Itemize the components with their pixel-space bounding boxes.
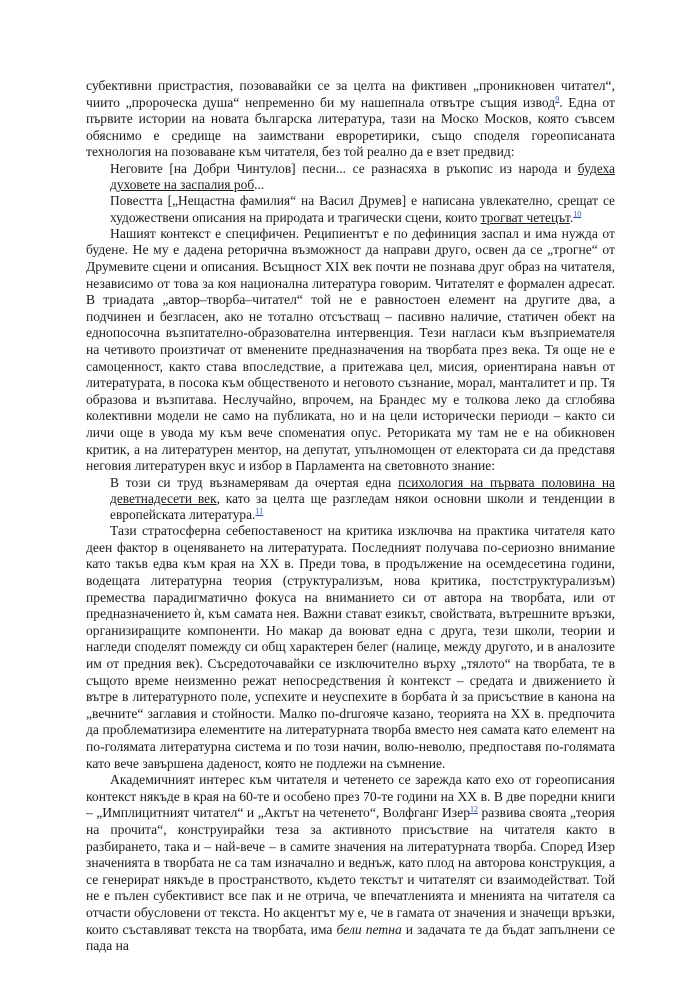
- paragraph-text: субективни пристрастия, позовавайки се за целта на фиктивен „проникновен читател“, чиито „пророческа душа“ непременно би му нашепнала отвътре същия извод: [86, 78, 615, 110]
- document-page: [86, 78, 615, 955]
- quote-text: Неговите [на Добри Чинтулов] песни... се разнасяха в ръкопис из народа и: [110, 160, 578, 176]
- paragraph-text: . Една от първите истории на новата българска литература, тази на Моско Москов, която съвсем обяснимо е средище на заимствани евроретирики, също споделя гореописаната технология на позоваване към читателя, без той реално да е взет предвид:: [86, 94, 615, 160]
- paragraph-3: Тази стратосферна себепоставеност на критика изключва на практика читателя като деен фактор в оценяването на литературата. Последният получава по-сериозно внимание като такъв едва към края на XX в. Преди това, в продължение на осемдесетина години, водещата литературна теория (структурализъм, нова критика, постструктурализъм) премества парадигматично фокуса на вниманието си от автора на творбата, или от предназначението ѝ, към самата нея. Важни стават езикът, свойствата, вътрешните връзки, организиращите компоненти. Но макар да воюват една с друга, тези школи, теории и нагледи споделят помежду си общ характерен белег (налице, между другото, и в аналозите им от предния век). Съсредоточавайки се изключително върху „тялото“ на творбата, те в същото време неизменно режат непосредствения ѝ контекст – средата и движението ѝ вътре в литературното поле, успехите и неуспехите в борбата ѝ за присъствие в канона на „вечните“ заглавия и стойности. Малко по-druгояче казано, теорията на XX в. предпочита да проблематизира елементите на литературната творба вместо нея самата като елемент на по-голямата литературна система и по този начин, волю-неволю, предпоставя по-голямата като вече завършена даденост, която не подлежи на съмнение.: [86, 523, 615, 771]
- quote-2: [110, 193, 615, 225]
- paragraph-text: Академичният интерес към читателя и четенето се зарежда като ехо от гореописания контекст някъде в края на 60-те и особено през 70-те години на XX в. В две поредни книги – „Имплицитният читател“ и „Актът на четенето“, Волфганг Изер: [86, 772, 615, 821]
- footnote-ref-10[interactable]: 10: [573, 209, 582, 219]
- quote-text: , като за целта ще разгледам някои основни школи и тенденции в европейската литература.: [110, 490, 615, 523]
- paragraph-text: развива своята „теория на прочита“, конструирайки теза за активното присъствие на читателя както в разбирането, така и – най-вече – в самите значения на литературната творба. Според Изер значенията в творбата не са там изначално и веднъж, като плод на авторова конструкция, а се генерират някъде в пространството, където текстът и читателят си взаимодействат. Той не е пълен субективист все пак и не отрича, че впечатленията и мненията на читателя са отчасти обусловени от текста. Но акцентът му е, че в гамата от значения и значещи връзки, които съставляват текста на творбата, има: [86, 805, 615, 937]
- paragraph-4: [86, 772, 615, 955]
- underlined-text: будеха духовете на заспалия роб: [110, 160, 615, 193]
- quote-text: .: [569, 209, 574, 225]
- footnote-ref-11[interactable]: 11: [255, 506, 264, 516]
- italic-text: бели петна: [336, 921, 402, 937]
- quote-1: [110, 161, 615, 193]
- quote-text: ...: [254, 177, 265, 193]
- paragraph-1: [86, 78, 615, 161]
- paragraph-2: Нашият контекст е специфичен. Реципиентът е по дефиниция заспал и има нужда от будене. Не му е дадена реторична възможност да направи друго, освен да се „трогне“ от Друмевите сцени и описания. Всъщност XIX век почти не познава друг образ на читателя, независимо от това за коя национална литература говорим. Читателят е формален адресат. В триадата „автор–творба–читател“ той не е равностоен елемент на другите два, а подчинен и безгласен, ако не тотално отсъстващ – пасивно наличие, статичен обект на еднопосочна възпитателно-образователна интервенция. Тези нагласи към възприемателя на четивото произтичат от вменените предназначения на творбата през века. Тя още не е самоценност, както става впоследствие, а притежава цел, мисия, ориентирана навън от литературата, в посока към общественото и неговото съзнание, морал, манталитет и пр. Тя образова и възпитава. Неслучайно, впрочем, на Брандес му е толкова леко да сглобява колективни модели не само на публиката, но и на цели исторически периоди – както си личи още в увода му към вече споменатия опус. Реториката му там не е на обикновен критик, а на литературен ментор, на депутат, упълномощен от електората си да представя неговия литературен вкус и избор в Парламента на световното знание:: [86, 225, 615, 474]
- paragraph-text: и задачата те да бъдат запълнени се пада на: [86, 921, 615, 954]
- footnote-ref-9[interactable]: 9: [555, 94, 560, 104]
- footnote-ref-12[interactable]: 12: [469, 804, 478, 814]
- quote-3: [110, 475, 615, 524]
- quote-text: В този си труд възнамерявам да очертая една: [110, 474, 399, 490]
- quote-text: Повестта [„Нещастна фамилия“ на Васил Друмев] е написана увлекателно, срещат се художествени описания на природата и трагически сцени, които: [110, 193, 615, 225]
- underlined-text: психология на първата половина на деветнадесети век: [110, 474, 615, 506]
- underlined-text: трогват четецът: [480, 209, 570, 225]
